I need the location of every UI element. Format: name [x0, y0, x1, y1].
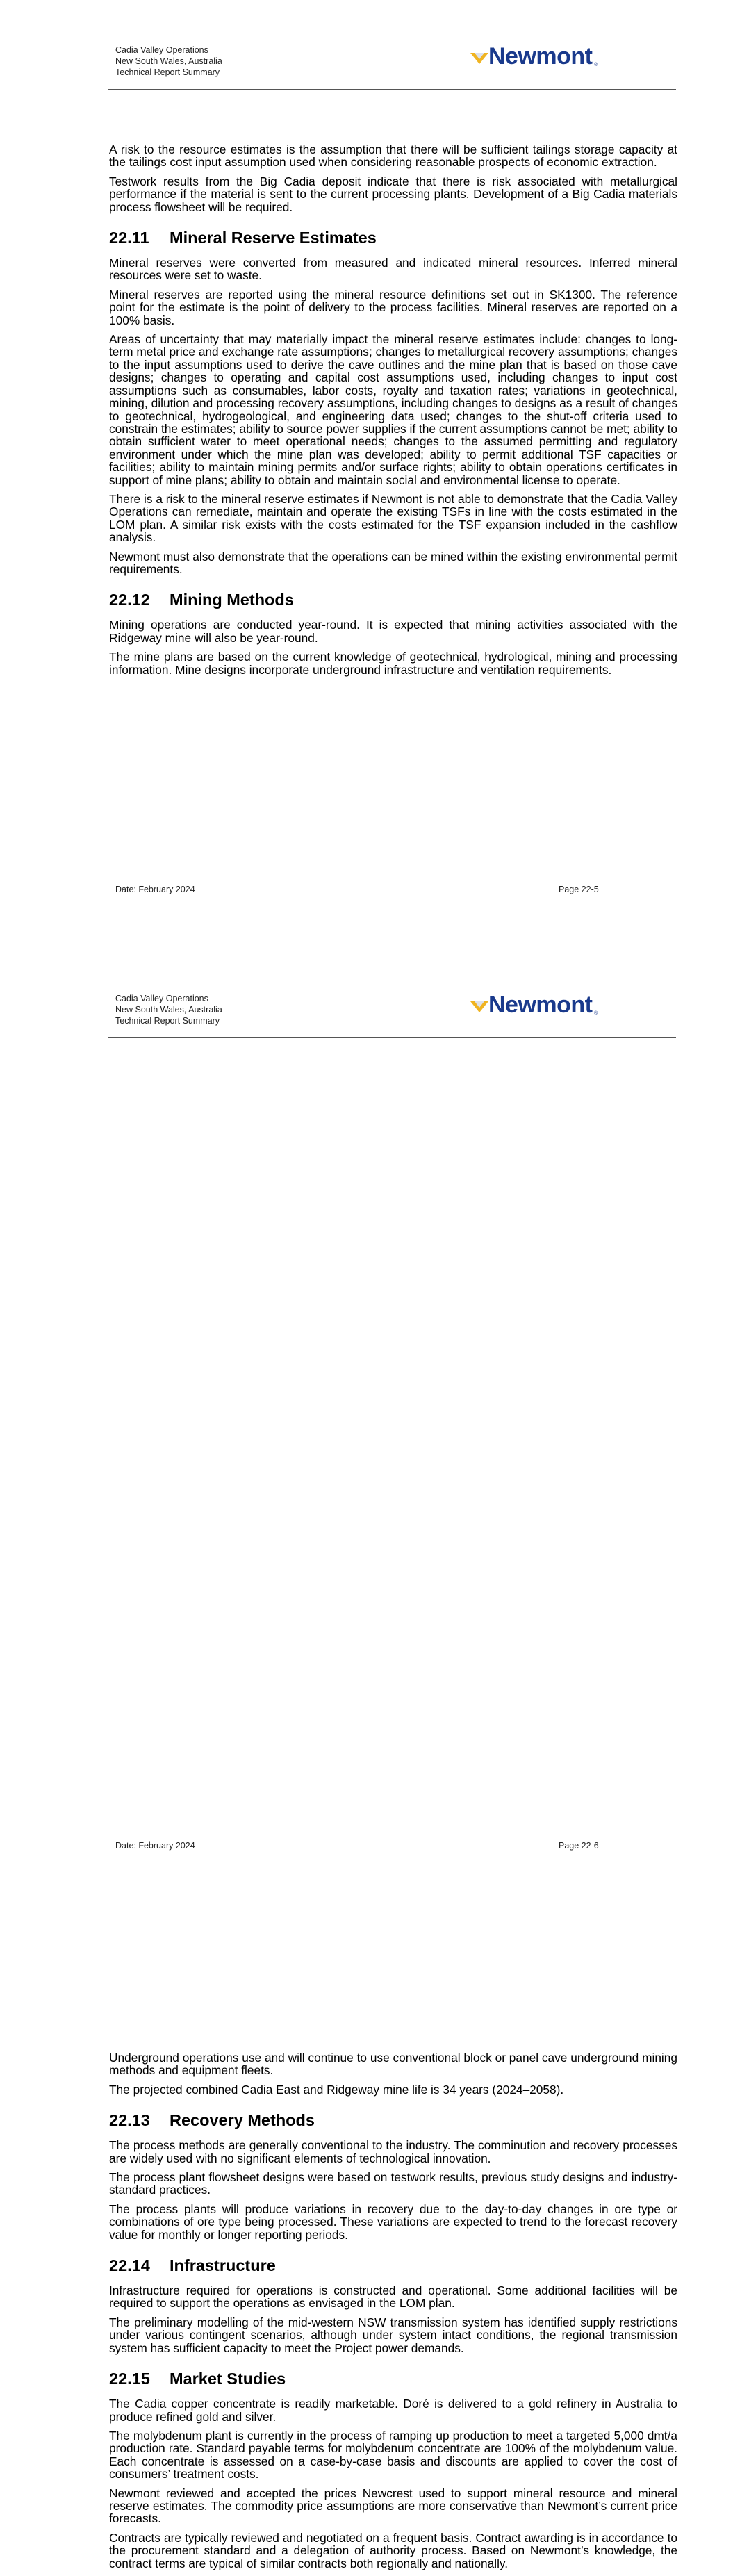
section-title: Mining Methods — [170, 591, 294, 609]
newmont-logo-mark-icon — [469, 999, 490, 1019]
footer-page-number: Page 22-5 — [559, 885, 599, 894]
paragraph: The Cadia copper concentrate is readily marketable. Doré is delivered to a gold refinery in Australia to produce refined gold and silver. — [109, 2397, 677, 2424]
header-text-block — [115, 44, 222, 78]
page-header — [108, 43, 676, 90]
footer-date: Date: February 2024 — [115, 885, 195, 894]
section-title: Infrastructure — [170, 2256, 276, 2275]
page-body — [109, 2051, 677, 2576]
paragraph: Testwork results from the Big Cadia deposit indicate that there is risk associated with metallurgical performance if the material is sent to the current processing plants. Development of a Big Cadia materials process flowsheet will be required. — [109, 174, 677, 214]
paragraph: Contracts are typically reviewed and negotiated on a frequent basis. Contract awarding is in accordance to the procurement standard and a delegation of authority process. Based on Newmont’s knowledge, the contract terms are typical of similar contracts both regionally and nationally. — [109, 2530, 677, 2570]
section-number: 22.11 — [109, 229, 149, 247]
logo-trademark: ® — [594, 1011, 598, 1016]
paragraph: The projected combined Cadia East and Ridgeway mine life is 34 years (2024–2058). — [109, 2082, 564, 2097]
paragraph: Newmont reviewed and accepted the prices Newcrest used to support mineral resource and mineral reserve estimates. The commodity price assumptions are more conservative than Newmont’s current price forecasts. — [109, 2486, 677, 2526]
paragraph: Mining operations are conducted year-round. It is expected that mining activities associated with the Ridgeway mine will also be year-round. — [109, 618, 677, 645]
header-report-type: Technical Report Summary — [115, 67, 220, 77]
page-22-6 — [0, 949, 733, 2570]
logo-wordmark: Newmont — [488, 43, 593, 69]
paragraph: The process methods are generally conventional to the industry. The comminution and recovery processes are widely used with no significant elements of technological innovation. — [109, 2138, 677, 2165]
page-22-5 — [0, 0, 733, 949]
page-header — [108, 992, 676, 1038]
paragraph: A risk to the resource estimates is the assumption that there will be sufficient tailings storage capacity at the tailings cost input assumption used when considering reasonable prospects of economic extraction. — [109, 142, 677, 170]
newmont-logo-mark-icon — [469, 50, 490, 71]
newmont-logo — [469, 44, 601, 72]
header-report-type: Technical Report Summary — [115, 1016, 220, 1026]
page-body — [109, 143, 677, 682]
section-heading-recovery-methods — [109, 2111, 677, 2129]
logo-trademark: ® — [594, 63, 598, 67]
section-heading-infrastructure — [109, 2256, 677, 2274]
header-location: New South Wales, Australia — [115, 56, 222, 66]
section-number: 22.12 — [109, 591, 150, 609]
paragraph: The process plants will produce variations in recovery due to the day-to-day changes in ore type or combinations of ore type being processed. These variations are expected to trend to the forecast recovery value for monthly or longer reporting periods. — [109, 2201, 677, 2242]
section-heading-market-studies — [109, 2370, 677, 2388]
section-heading-mineral-reserve-estimates — [109, 229, 677, 247]
paragraph: Mineral reserves are reported using the mineral resource definitions set out in SK1300. The reference point for the estimate is the point of delivery to the process facilities. Mineral reserves are reported on a 100% basis. — [109, 287, 677, 327]
paragraph: The molybdenum plant is currently in the process of ramping up production to meet a targeted 5,000 dmt/a production rate. Standard payable terms for molybdenum concentrate are 100% of the molybdenum value. Each concentrate is assessed on a case-by-case basis and discounts are applied to cover the cost of consumers’ treatment costs. — [109, 2428, 677, 2481]
header-operation-name: Cadia Valley Operations — [115, 45, 208, 55]
paragraph: Newmont must also demonstrate that the operations can be mined within the existing environmental permit requirements. — [109, 549, 677, 576]
paragraph: Infrastructure required for operations is constructed and operational. Some additional facilities will be required to support the operations as envisaged in the LOM plan. — [109, 2283, 677, 2311]
paragraph: The preliminary modelling of the mid-western NSW transmission system has identified supply restrictions under various contingent scenarios, although under system intact conditions, the regional transmission system has sufficient capacity to meet the Project power demands. — [109, 2315, 677, 2355]
page-footer — [108, 1839, 676, 1853]
header-text-block — [115, 993, 222, 1026]
paragraph: There is a risk to the mineral reserve estimates if Newmont is not able to demonstrate that the Cadia Valley Operations can remediate, maintain and operate the existing TSFs in line with the costs estimated in the LOM plan. A similar risk exists with the costs estimated for the TSF expansion included in the cashflow analysis. — [109, 491, 677, 545]
paragraph: The process plant flowsheet designs were based on testwork results, previous study designs and industry-standard practices. — [109, 2170, 677, 2197]
section-title: Recovery Methods — [170, 2111, 315, 2130]
footer-date: Date: February 2024 — [115, 1841, 195, 1851]
header-operation-name: Cadia Valley Operations — [115, 994, 208, 1003]
section-title: Market Studies — [170, 2370, 286, 2388]
section-number: 22.15 — [109, 2370, 150, 2388]
footer-page-number: Page 22-6 — [559, 1841, 599, 1851]
newmont-logo — [469, 993, 601, 1021]
logo-wordmark: Newmont — [488, 992, 593, 1018]
paragraph: The mine plans are based on the current knowledge of geotechnical, hydrological, mining and processing information. Mine designs incorporate underground infrastructure and ventilation requirements. — [109, 650, 677, 677]
section-title: Mineral Reserve Estimates — [170, 229, 377, 247]
section-number: 22.14 — [109, 2256, 150, 2275]
paragraph: Underground operations use and will continue to use conventional block or panel cave underground mining methods and equipment fleets. — [109, 2051, 677, 2078]
section-number: 22.13 — [109, 2111, 150, 2130]
header-location: New South Wales, Australia — [115, 1005, 222, 1015]
paragraph: Mineral reserves were converted from measured and indicated mineral resources. Inferred mineral resources were set to waste. — [109, 256, 677, 283]
paragraph: Areas of uncertainty that may materially impact the mineral reserve estimates include: changes to long-term metal price and exchange rate assumptions; changes to metallurgical recovery assumptions; changes to the input assumptions used to derive the cave outlines and the mine plan that is based on those cave designs; changes to operating and capital cost assumptions used, including changes to input cost assumptions such as consumables, labor costs, royalty and taxation rates; variations in geotechnical, mining, dilution and processing recovery assumptions, including changes to designs as a result of changes to geotechnical, hydrogeological, and engineering data used; changes to the shut-off criteria used to constrain the estimates; ability to source power supplies if the current assumptions cannot be met; ability to obtain sufficient water to meet operational needs; changes to the assumed permitting and regulatory environment under which the mine plan was developed; ability to permit additional TSF capacities or facilities; ability to maintain mining permits and/or surface rights; ability to obtain operations certificates in support of mine plans; ability to obtain and maintain social and environmental license to operate. — [109, 332, 677, 487]
page-footer — [108, 883, 676, 897]
section-heading-mining-methods — [109, 591, 677, 609]
